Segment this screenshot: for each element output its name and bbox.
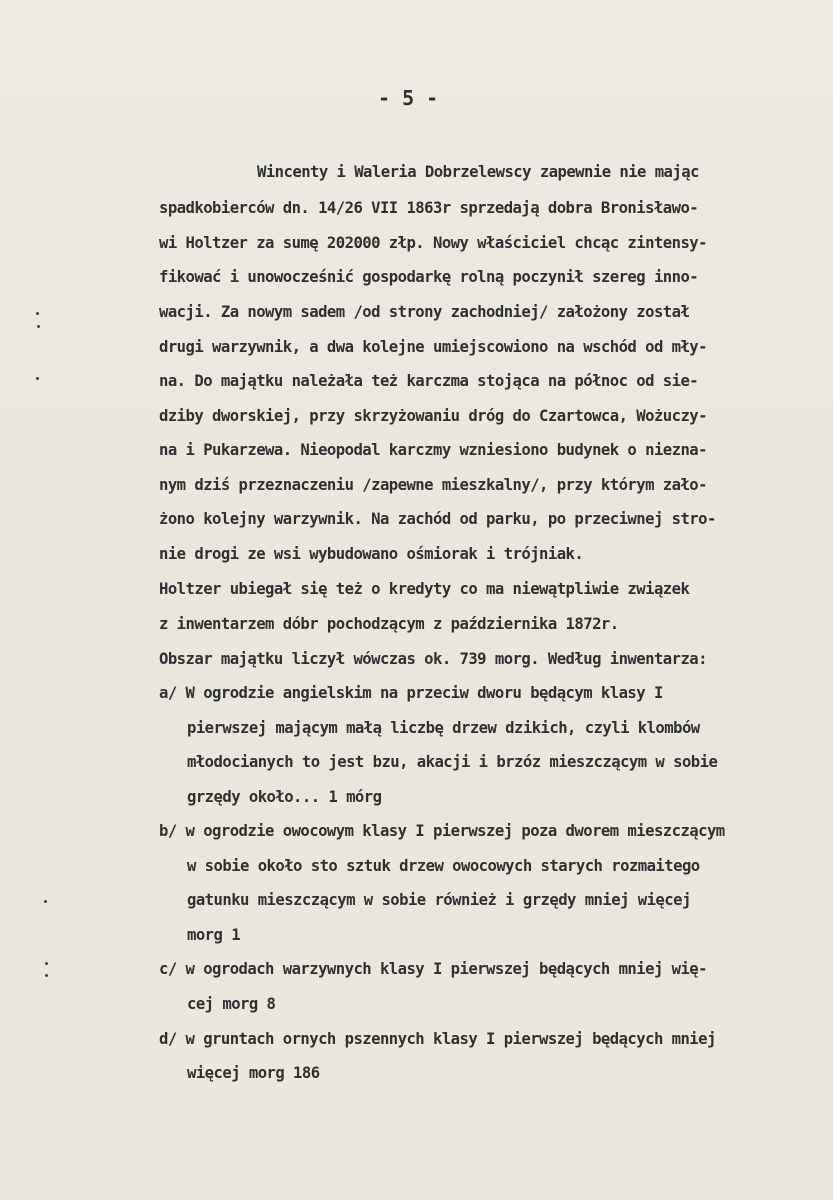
- text-line: Obszar majątku liczył wówczas ok. 739 morg. Według inwentarza:: [159, 650, 707, 668]
- list-item-a: a/ W ogrodzie angielskim na przeciw dworu będącym klasy I: [159, 684, 663, 702]
- text-line: w sobie około sto sztuk drzew owocowych starych rozmaitego: [187, 857, 700, 875]
- text-line: nym dziś przeznaczeniu /zapewne mieszkalny/, przy którym zało-: [159, 476, 707, 494]
- text-line: Wincenty i Waleria Dobrzelewscy zapewnie nie mając: [257, 163, 699, 181]
- text-line: wi Holtzer za sumę 202000 złp. Nowy właściciel chcąc zintensy-: [159, 234, 707, 252]
- scan-speck: [36, 312, 39, 315]
- text-line: drugi warzywnik, a dwa kolejne umiejscowiono na wschód od mły-: [159, 338, 707, 356]
- list-item-b: b/ w ogrodzie owocowym klasy I pierwszej poza dworem mieszczącym: [159, 822, 725, 840]
- scan-speck: [36, 377, 39, 380]
- text-line: z inwentarzem dóbr pochodzącym z października 1872r.: [159, 615, 619, 633]
- text-line: pierwszej mającym małą liczbę drzew dzikich, czyli klombów: [187, 719, 700, 737]
- text-line: żono kolejny warzywnik. Na zachód od parku, po przeciwnej stro-: [159, 510, 716, 528]
- scan-speck: [37, 325, 40, 328]
- text-line: fikować i unowocześnić gospodarkę rolną poczynił szereg inno-: [159, 268, 699, 286]
- text-line: dziby dworskiej, przy skrzyżowaniu dróg do Czartowca, Wożuczy-: [159, 407, 707, 425]
- scan-speck: [45, 962, 48, 965]
- list-item-d: d/ w gruntach ornych pszennych klasy I pierwszej będących mniej: [159, 1030, 716, 1048]
- text-line: wacji. Za nowym sadem /od strony zachodniej/ założony został: [159, 303, 690, 321]
- page-number: - 5 -: [378, 86, 439, 110]
- text-line: gatunku mieszczącym w sobie również i grzędy mniej więcej: [187, 891, 691, 909]
- text-line: nie drogi ze wsi wybudowano ośmiorak i trójniak.: [159, 545, 584, 563]
- text-line: grzędy około... 1 mórg: [187, 788, 382, 806]
- text-line: na i Pukarzewa. Nieopodal karczmy wzniesiono budynek o niezna-: [159, 441, 707, 459]
- list-item-c: c/ w ogrodach warzywnych klasy I pierwszej będących mniej wię-: [159, 960, 707, 978]
- text-line: cej morg 8: [187, 995, 276, 1013]
- scan-speck: [45, 974, 48, 977]
- scan-speck: [44, 900, 47, 903]
- text-line: morg 1: [187, 926, 241, 944]
- text-line: młodocianych to jest bzu, akacji i brzóz mieszczącym w sobie: [187, 753, 718, 771]
- text-line: Holtzer ubiegał się też o kredyty co ma niewątpliwie związek: [159, 580, 690, 598]
- text-line: więcej morg 186: [187, 1064, 320, 1082]
- text-line: spadkobierców dn. 14/26 VII 1863r sprzedają dobra Bronisławo-: [159, 199, 699, 217]
- text-line: na. Do majątku należała też karczma stojąca na północ od sie-: [159, 372, 699, 390]
